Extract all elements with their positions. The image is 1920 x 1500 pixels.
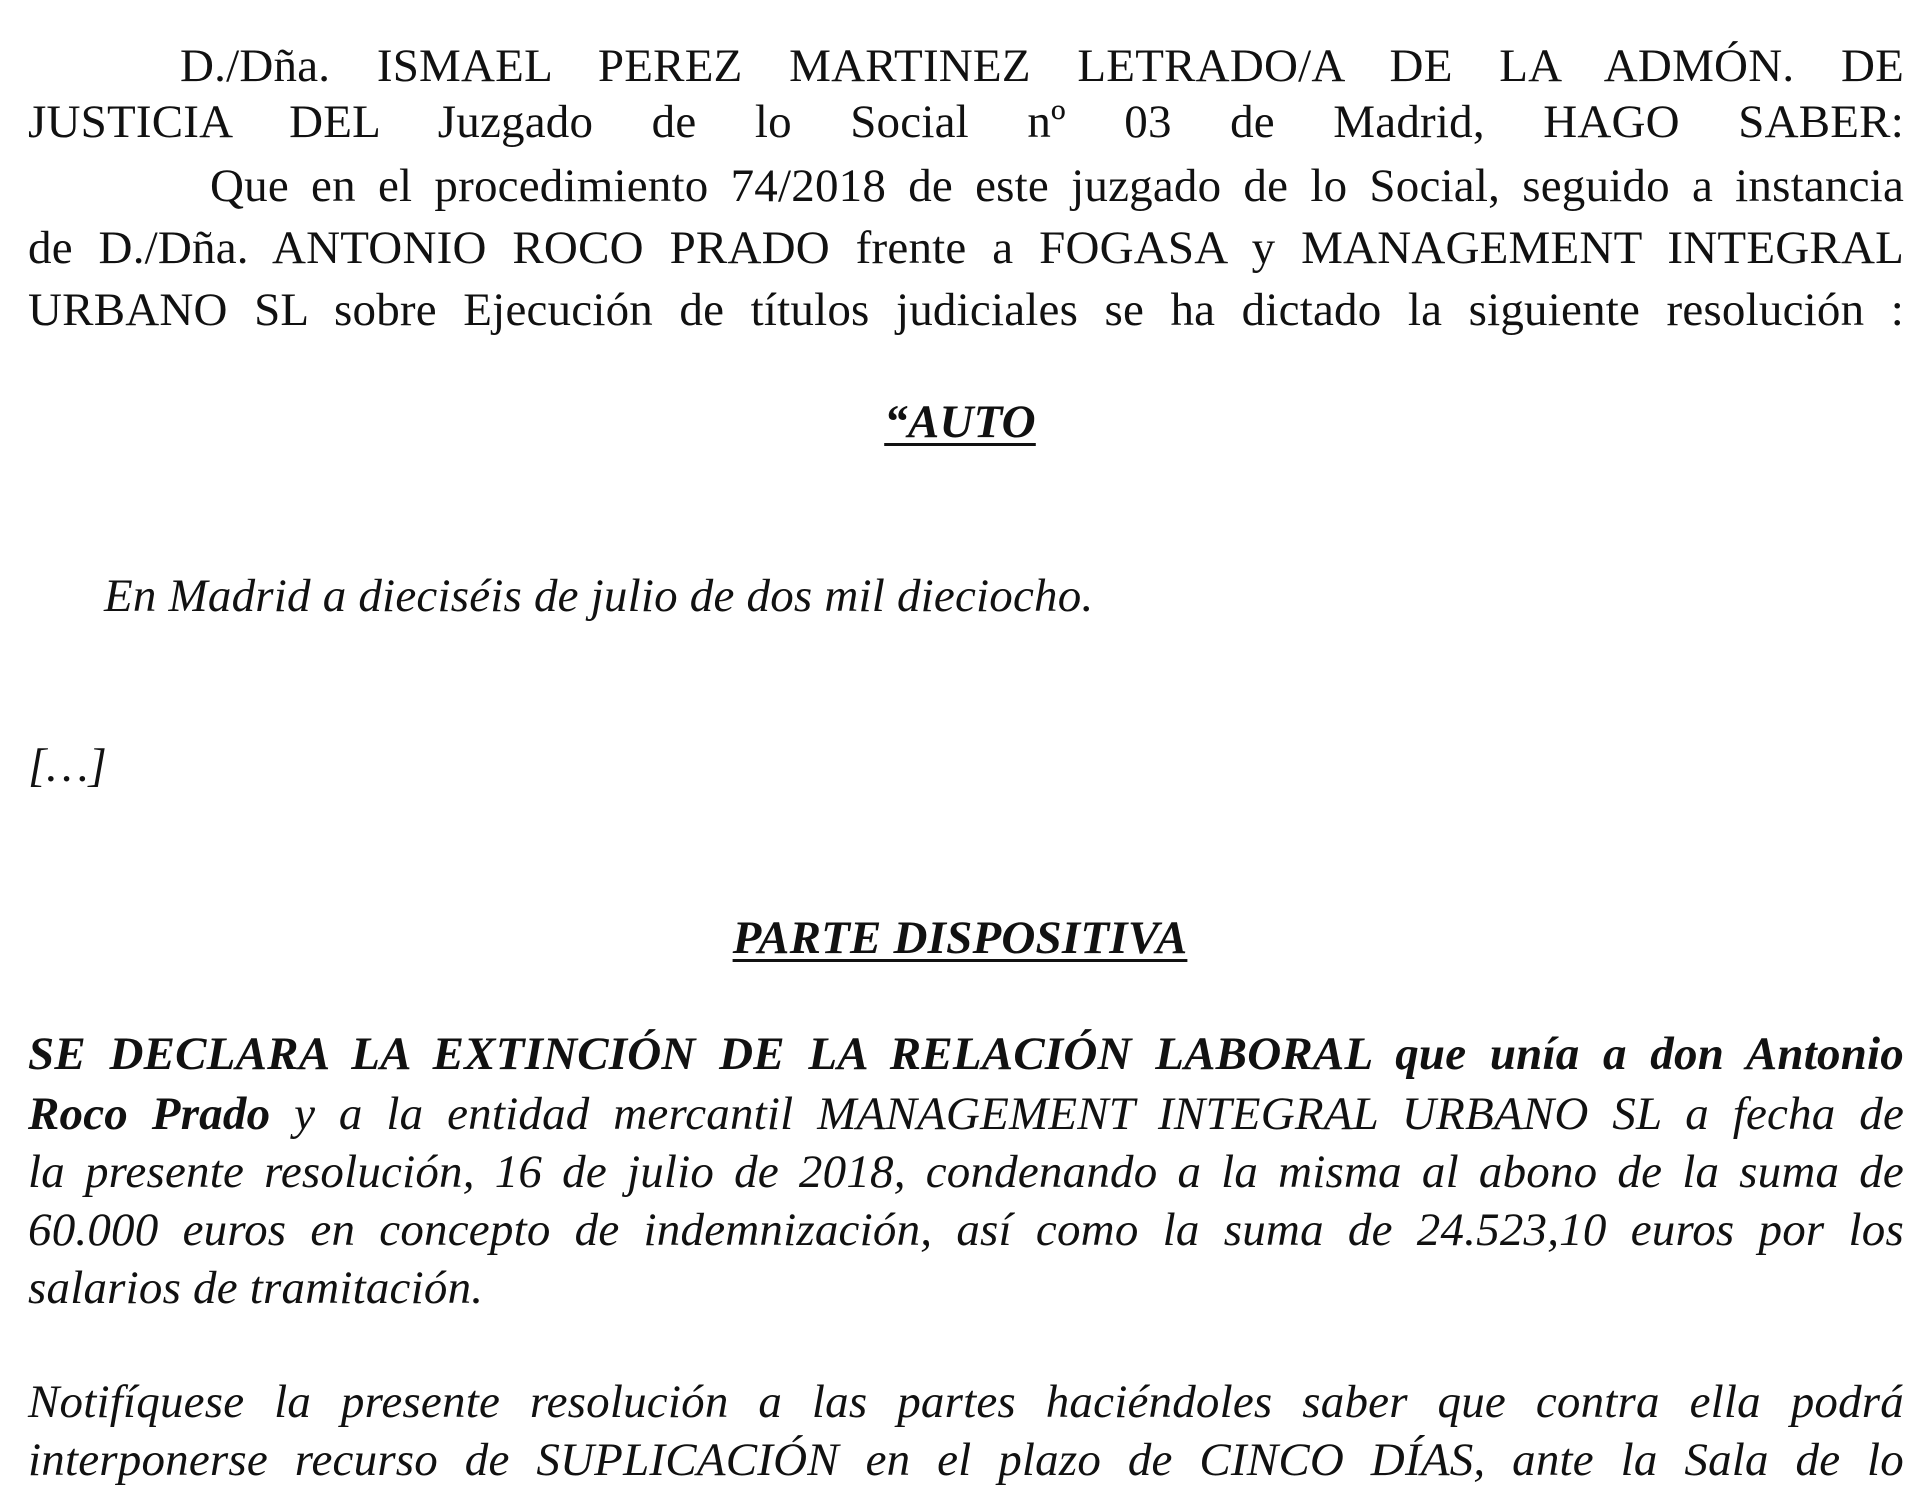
dispositiva-line-3: la presente resolución, 16 de julio de 2018, condenando a la misma al abono de la suma de	[28, 1146, 1904, 1198]
intro-line-3: Que en el procedimiento 74/2018 de este juzgado de lo Social, seguido a instancia	[210, 160, 1904, 212]
intro-line-2: JUSTICIA DEL Juzgado de lo Social nº 03 de Madrid, HAGO SABER:	[28, 96, 1904, 148]
parte-dispositiva-heading: PARTE DISPOSITIVA	[732, 912, 1188, 964]
intro-line-1: D./Dña. ISMAEL PEREZ MARTINEZ LETRADO/A DE LA ADMÓN. DE	[180, 40, 1904, 92]
dispositiva-line-2-rest: y a la entidad mercantil MANAGEMENT INTEGRAL URBANO SL a fecha de	[270, 1088, 1905, 1140]
dispositiva-line-4: 60.000 euros en concepto de indemnización, así como la suma de 24.523,10 euros por los	[28, 1204, 1904, 1256]
dispositiva-line-2	[28, 1086, 1904, 1142]
ellipsis: […]	[28, 740, 107, 792]
notification-line-2: interponerse recurso de SUPLICACIÓN en el plazo de CINCO DÍAS, ante la Sala de lo	[28, 1434, 1904, 1486]
dispositiva-line-1: SE DECLARA LA EXTINCIÓN DE LA RELACIÓN LABORAL que unía a don Antonio	[28, 1028, 1904, 1080]
intro-line-5: URBANO SL sobre Ejecución de títulos judiciales se ha dictado la siguiente resolución :	[28, 284, 1904, 336]
dispositiva-name-bold: Roco Prado	[28, 1088, 271, 1140]
date-line: En Madrid a dieciséis de julio de dos mil dieciocho.	[104, 570, 1094, 622]
dispositiva-line-5: salarios de tramitación.	[28, 1262, 484, 1314]
auto-heading: “AUTO	[884, 396, 1036, 448]
intro-line-4: de D./Dña. ANTONIO ROCO PRADO frente a FOGASA y MANAGEMENT INTEGRAL	[28, 222, 1904, 274]
notification-line-1: Notifíquese la presente resolución a las partes haciéndoles saber que contra ella podrá	[28, 1376, 1904, 1428]
